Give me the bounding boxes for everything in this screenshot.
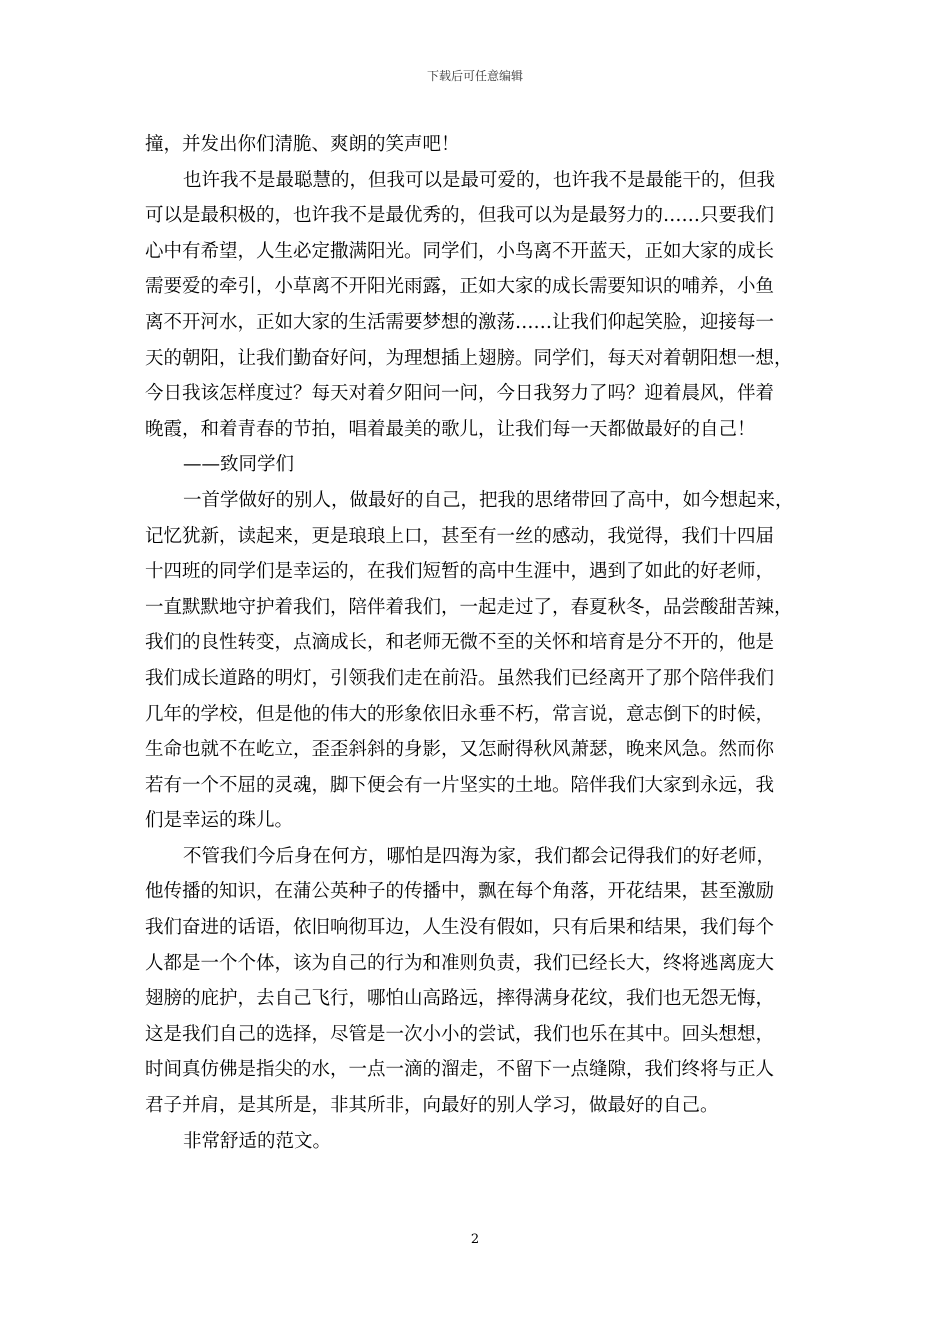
text-line: 今日我该怎样度过？每天对着夕阳问一问，今日我努力了吗？迎着晨风，伴着 [145, 383, 775, 405]
text-line: 十四班的同学们是幸运的，在我们短暂的高中生涯中，遇到了如此的好老师， [145, 561, 775, 583]
text-line: 君子并肩，是其所是，非其所非，向最好的别人学习，做最好的自己。 [145, 1095, 719, 1117]
text-line: 我们的良性转变，点滴成长，和老师无微不至的关怀和培育是分不开的，他是 [145, 632, 775, 654]
text-line: 我们奋进的话语，依旧响彻耳边，人生没有假如，只有后果和结果，我们每个 [145, 917, 775, 939]
text-line: 若有一个不屈的灵魂，脚下便会有一片坚实的土地。陪伴我们大家到永远，我 [145, 774, 775, 796]
text-line: 他传播的知识，在蒲公英种子的传播中，飘在每个角落，开花结果，甚至激励 [145, 881, 775, 903]
text-line: 时间真仿佛是指尖的水，一点一滴的溜走，不留下一点缝隙，我们终将与正人 [145, 1059, 775, 1081]
text-line: 离不开河水，正如大家的生活需要梦想的激荡……让我们仰起笑脸，迎接每一 [145, 311, 775, 333]
page-number: 2 [470, 1232, 480, 1247]
text-line: 可以是最积极的，也许我不是最优秀的，但我可以为是最努力的……只要我们 [145, 205, 775, 227]
text-line: 非常舒适的范文。 [183, 1130, 332, 1152]
text-line: 心中有希望，人生必定撒满阳光。同学们，小鸟离不开蓝天，正如大家的成长 [145, 240, 775, 262]
text-line: 需要爱的牵引，小草离不开阳光雨露，正如大家的成长需要知识的哺养，小鱼 [145, 276, 775, 298]
text-line: 撞，并发出你们清脆、爽朗的笑声吧！ [145, 134, 460, 155]
text-line: 天的朝阳，让我们勤奋好问，为理想插上翅膀。同学们，每天对着朝阳想一想， [145, 347, 793, 369]
document-body [145, 127, 810, 1159]
text-line: 一首学做好的别人，做最好的自己，把我的思绪带回了高中，如今想起来， [183, 489, 794, 511]
text-line: 我们成长道路的明灯，引领我们走在前沿。虽然我们已经离开了那个陪伴我们 [145, 667, 775, 689]
text-line: 晚霞，和着青春的节拍，唱着最美的歌儿，让我们每一天都做最好的自己！ [145, 418, 756, 440]
text-line: 生命也就不在屹立，歪歪斜斜的身影，又怎耐得秋风萧瑟，晚来风急。然而你 [145, 739, 775, 761]
text-line: ——致同学们 [183, 454, 295, 476]
text-line: 这是我们自己的选择，尽管是一次小小的尝试，我们也乐在其中。回头想想， [145, 1023, 775, 1045]
text-line: 记忆犹新，读起来，更是琅琅上口，甚至有一丝的感动，我觉得，我们十四届 [145, 525, 775, 547]
text-line: 们是幸运的珠儿。 [145, 810, 294, 832]
page-header: 下载后可任意编辑 [426, 69, 523, 83]
text-line: 几年的学校，但是他的伟大的形象依旧永垂不朽，常言说，意志倒下的时候， [145, 703, 775, 725]
text-line: 一直默默地守护着我们，陪伴着我们，一起走过了，春夏秋冬，品尝酸甜苦辣， [145, 596, 793, 618]
text-line: 不管我们今后身在何方，哪怕是四海为家，我们都会记得我们的好老师， [183, 845, 776, 867]
text-line: 人都是一个个体，该为自己的行为和准则负责，我们已经长大，终将逃离庞大 [145, 952, 775, 974]
text-line: 也许我不是最聪慧的，但我可以是最可爱的，也许我不是最能干的，但我 [183, 169, 776, 191]
text-line: 翅膀的庇护，去自己飞行，哪怕山高路远，摔得满身花纹，我们也无怨无悔， [145, 988, 775, 1010]
